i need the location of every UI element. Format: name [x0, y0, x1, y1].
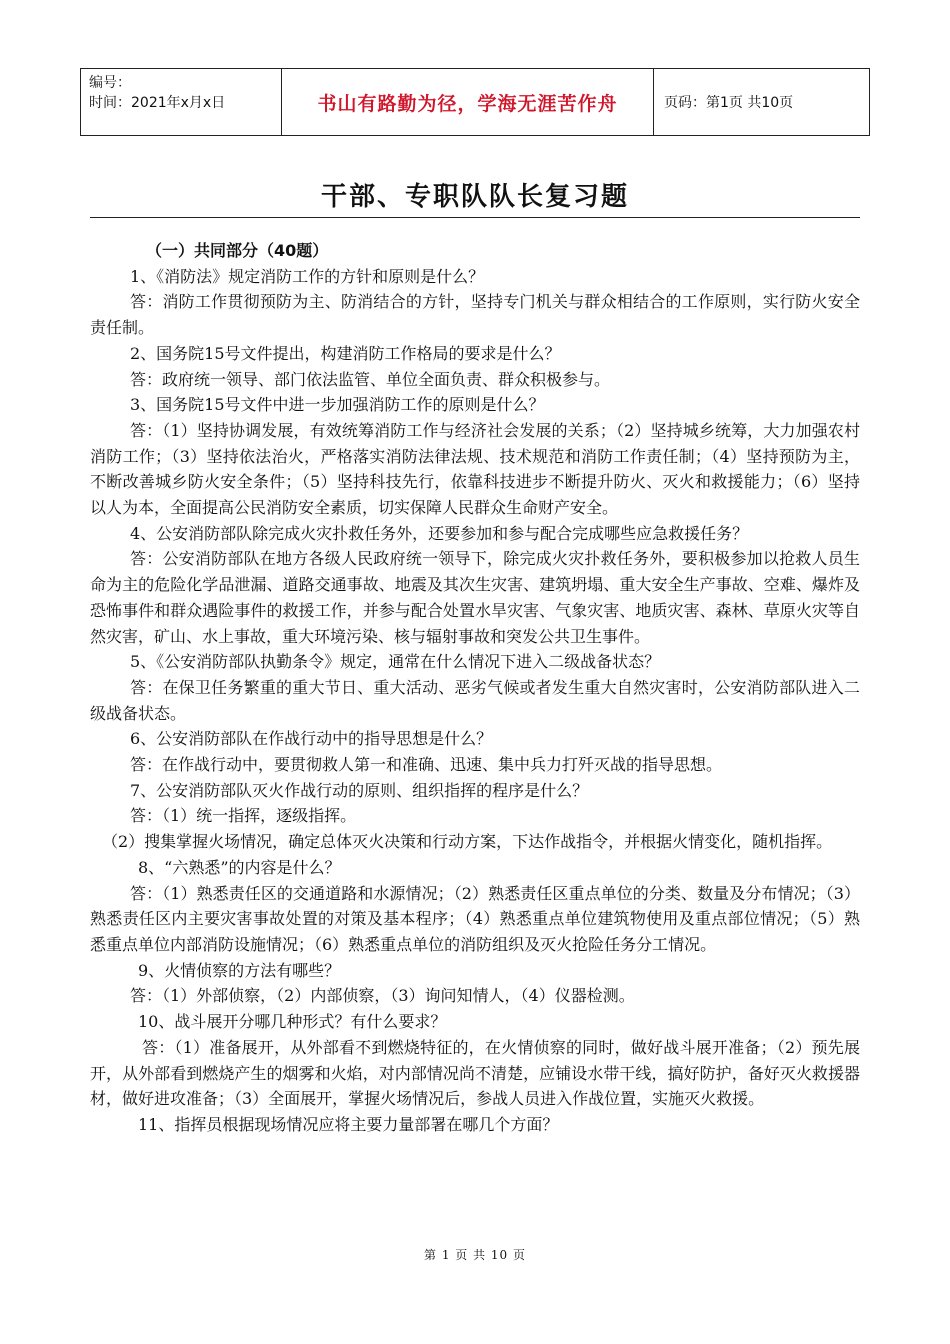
section-heading: （一）共同部分（40题） — [146, 241, 329, 260]
answer-paragraph: 答：在保卫任务繁重的重大节日、重大活动、恶劣气候或者发生重大自然灾害时，公安消防部队进入二级战备状态。 — [90, 677, 860, 723]
answer-paragraph: 答：在作战行动中，要贯彻救人第一和准确、迅速、集中兵力打歼灭战的指导思想。 — [130, 755, 723, 775]
question-paragraph: 3、国务院15号文件中进一步加强消防工作的原则是什么？ — [130, 395, 545, 415]
answer-paragraph: 答：公安消防部队在地方各级人民政府统一领导下，除完成火灾扑救任务外，要积极参加以抢救人员生命为主的危险化学品泄漏、道路交通事故、地震及其次生灾害、建筑坍塌、重大安全生产事故、空难、爆炸及恐怖事件和群众遇险事件的救援工作，并参与配合处置水旱灾害、气象灾害、地质灾害、森林、草原火灾等自然灾害，矿山、水上事故，重大环境污染、核与辐射事故和突发公共卫生事件。 — [90, 549, 860, 646]
question-paragraph: 11、指挥员根据现场情况应将主要力量部署在哪几个方面？ — [138, 1114, 559, 1134]
answer-paragraph: 答：（1）准备展开，从外部看不到燃烧特征的，在火情侦察的同时，做好战斗展开准备；（2）预先展开，从外部看到燃烧产生的烟雾和火焰，对内部情况尚不清楚，应铺设水带干线，搞好防护，备好灭火救援器材，做好进攻准备；（3）全面展开，掌握火场情况后，参战人员进入作战位置，实施灭火救援。 — [90, 1037, 860, 1109]
answer-paragraph: 答：消防工作贯彻预防为主、防消结合的方针，坚持专门机关与群众相结合的工作原则，实行防火安全责任制。 — [90, 292, 860, 338]
question-paragraph: 9、火情侦察的方法有哪些？ — [138, 960, 341, 980]
question-paragraph: 7、公安消防部队灭火作战行动的原则、组织指挥的程序是什么？ — [130, 780, 589, 800]
question-paragraph: 10、战斗展开分哪几种形式？有什么要求？ — [138, 1012, 447, 1032]
answer-paragraph: 答：（1）外部侦察，（2）内部侦察，（3）询问知情人，（4）仪器检测。 — [130, 986, 635, 1006]
header-page-cell — [654, 69, 869, 135]
header-motto-cell — [282, 69, 654, 135]
question-paragraph: 6、公安消防部队在作战行动中的指导思想是什么？ — [130, 729, 493, 749]
answer-paragraph: （2）搜集掌握火场情况，确定总体灭火决策和行动方案，下达作战指令，并根据火情变化，随机指挥。 — [102, 832, 833, 852]
question-paragraph: 5、《公安消防部队执勤条令》规定，通常在什么情况下进入二级战备状态？ — [130, 652, 661, 672]
question-paragraph: 8、“六熟悉”的内容是什么？ — [138, 857, 341, 877]
document-number-label: 编号： — [89, 75, 131, 91]
header-motto: 书山有路勤为径，学海无涯苦作舟 — [317, 92, 618, 115]
header-table — [80, 68, 870, 136]
answer-paragraph: 答：政府统一领导、部门依法监管、单位全面负责、群众积极参与。 — [130, 369, 611, 389]
answer-paragraph: 答：（1）熟悉责任区的交通道路和水源情况；（2）熟悉责任区重点单位的分类、数量及分布情况；（3）熟悉责任区内主要灾害事故处置的对策及基本程序；（4）熟悉重点单位建筑物使用及重点部位情况；（5）熟悉重点单位内部消防设施情况；（6）熟悉重点单位的消防组织及灭火抢险任务分工情况。 — [90, 883, 860, 954]
header-meta-cell — [81, 69, 282, 135]
answer-paragraph: 答：（1）坚持协调发展，有效统筹消防工作与经济社会发展的关系；（2）坚持城乡统筹，大力加强农村消防工作；（3）坚持依法治火，严格落实消防法律法规、技术规范和消防工作责任制；（4）坚持预防为主，不断改善城乡防火安全条件；（5）坚持科技先行，依靠科技进步不断提升防火、灭火和救援能力；（6）坚持以人为本，全面提高公民消防安全素质，切实保障人民群众生命财产安全。 — [90, 420, 860, 518]
title-divider — [90, 217, 860, 218]
question-paragraph: 4、公安消防部队除完成火灾扑救任务外，还要参加和参与配合完成哪些应急救援任务？ — [130, 523, 749, 543]
header-page-number: 页码：第1页 共10页 — [664, 95, 794, 111]
document-body — [90, 238, 860, 1138]
answer-paragraph: 答：（1）统一指挥，逐级指挥。 — [130, 806, 357, 826]
document-date-label: 时间：2021年x月x日 — [89, 95, 226, 111]
paragraph-list — [90, 264, 860, 1138]
document-title: 干部、专职队队长复习题 — [320, 182, 629, 212]
question-paragraph: 1、《消防法》规定消防工作的方针和原则是什么？ — [130, 266, 485, 286]
page-footer: 第 1 页 共 10 页 — [424, 1248, 526, 1262]
question-paragraph: 2、国务院15号文件提出，构建消防工作格局的要求是什么？ — [130, 343, 561, 363]
